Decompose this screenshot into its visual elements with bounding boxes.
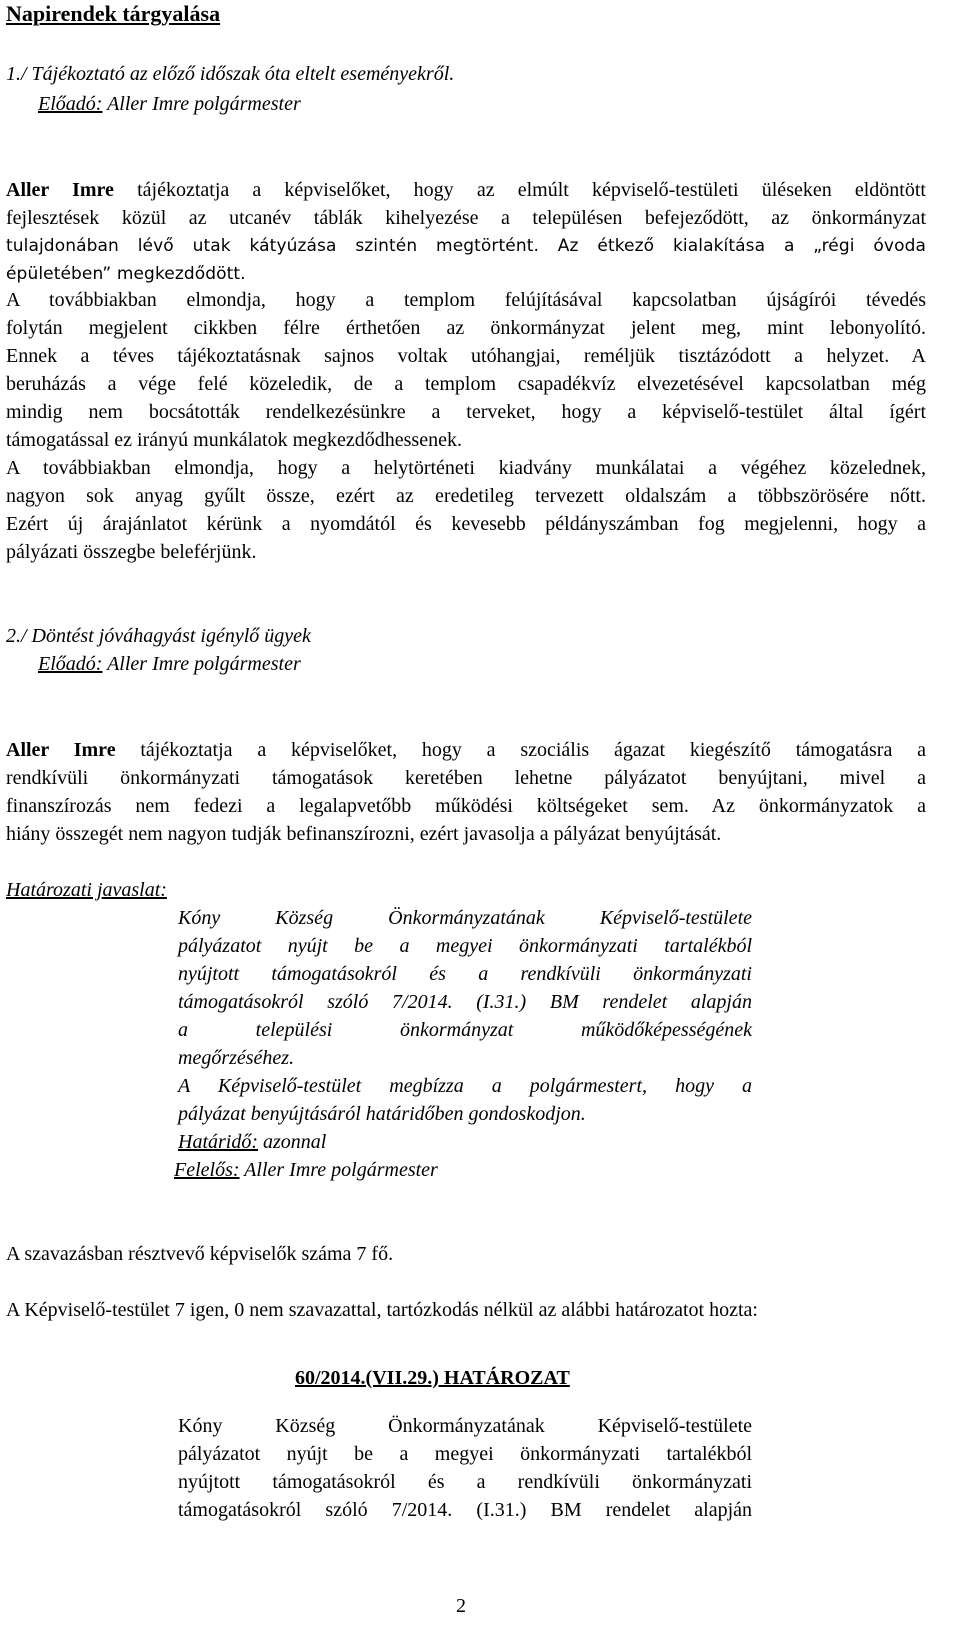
s2-p1-line-4: hiány összegét nem nagyon tudják befinanszírozni, ezért javasolja a pályázat benyújtását. <box>6 823 722 845</box>
proposal-deadline <box>178 1130 326 1154</box>
vote-result: A Képviselő-testület 7 igen, 0 nem szavazattal, tartózkodás nélkül az alábbi határozatot hozta: <box>6 1299 758 1321</box>
s2-p1-text-1: tájékoztatja a képviselőket, hogy a szociális ágazat kiegészítő támogatásra a <box>115 739 926 761</box>
s2-p1-line-1 <box>6 738 926 762</box>
deadline-label: Határidő: <box>178 1131 258 1153</box>
responsible-label: Felelős: <box>174 1159 240 1181</box>
section-1-presenter <box>38 92 301 116</box>
s1-p1-text-1: tájékoztatja a képviselőket, hogy az elmúlt képviselő-testületi üléseken eldöntött <box>113 179 926 201</box>
proposal-line-5: a települési önkormányzat működőképességének <box>178 1019 752 1041</box>
s1-p2-line-3 <box>6 344 926 368</box>
page-number: 2 <box>456 1595 466 1617</box>
proposal-line-7: A Képviselő-testület megbízza a polgármestert, hogy a <box>178 1075 752 1097</box>
presenter-label: Előadó: <box>38 653 103 675</box>
proposal-line-1: Kóny Község Önkormányzatának Képviselő-testülete <box>178 907 752 929</box>
s1-p1-line-2: fejlesztések közül az utcanév táblák kihelyezése a településen befejeződött, az önkormányzat <box>6 207 926 229</box>
s1-p1-line-3: tulajdonában lévő utak kátyúzása szintén megtörtént. Az étkező kialakítása a „régi óvoda <box>6 236 926 256</box>
section-2-presenter <box>38 652 301 676</box>
responsible-value: Aller Imre polgármester <box>239 1159 438 1181</box>
presenter-label: Előadó: <box>38 93 103 115</box>
proposal-responsible <box>174 1158 438 1182</box>
s1-p2-line-6: támogatással ez irányú munkálatok megkezdődhessenek. <box>6 429 462 451</box>
proposal-line-8: pályázat benyújtásáról határidőben gondoskodjon. <box>178 1103 586 1125</box>
proposal-line-6: megőrzéséhez. <box>178 1047 295 1069</box>
s1-p2-line-1: A továbbiakban elmondja, hogy a templom felújításával kapcsolatban újságírói tévedés <box>6 289 926 311</box>
s1-p3-line-2: nagyon sok anyag gyűlt össze, ezért az eredetileg tervezett oldalszám a többszörösére nőtt. <box>6 485 926 507</box>
page-heading: Napirendek tárgyalása <box>6 1 221 26</box>
s1-p2-line-4: beruházás a vége felé közeledik, de a templom csapadékvíz elvezetésével kapcsolatban még <box>6 373 926 395</box>
s2-p1-line-2: rendkívüli önkormányzati támogatások keretében lehetne pályázatot benyújtani, mivel a <box>6 767 926 789</box>
presenter-name: Aller Imre polgármester <box>102 653 301 675</box>
s1-p2-text-3b: A <box>889 345 926 367</box>
proposal-line-4: támogatásokról szóló 7/2014. (I.31.) BM rendelet alapján <box>178 991 752 1013</box>
section-2-title: 2./ Döntést jóváhagyást igénylő ügyek <box>6 625 311 647</box>
s1-p3-line-3: Ezért új árajánlatot kérünk a nyomdától és kevesebb példányszámban fog megjelenni, hogy a <box>6 513 926 535</box>
presenter-name: Aller Imre polgármester <box>102 93 301 115</box>
s1-p1-line-4: épületében” megkezdődött. <box>6 264 246 284</box>
proposal-line-3: nyújtott támogatásokról és a rendkívüli önkormányzati <box>178 963 752 985</box>
resolution-line-3: nyújtott támogatásokról és a rendkívüli önkormányzati <box>178 1471 752 1493</box>
s2-p1-line-3: finanszírozás nem fedezi a legalapvetőbb működési költségeket sem. Az önkormányzatok a <box>6 795 926 817</box>
deadline-value: azonnal <box>258 1131 327 1153</box>
s1-p2-line-5: mindig nem bocsátották rendelkezésünkre a terveket, hogy a képviselő-testület által ígért <box>6 401 926 423</box>
speaker-name: Aller Imre <box>6 179 114 201</box>
s1-p3-line-4: pályázati összegbe beleférjünk. <box>6 541 257 563</box>
s1-p2-text-3: Ennek a téves tájékoztatásnak sajnos voltak utóhangjai, reméljük tisztázódott a helyzet. <box>6 345 890 367</box>
s1-p1-line-1 <box>6 178 926 202</box>
proposal-label: Határozati javaslat: <box>6 879 167 901</box>
s1-p2-line-2: folytán megjelent cikkben félre érthetően az önkormányzat jelent meg, mint lebonyolító. <box>6 317 926 339</box>
resolution-line-1: Kóny Község Önkormányzatának Képviselő-testülete <box>178 1415 752 1437</box>
resolution-title: 60/2014.(VII.29.) HATÁROZAT <box>295 1367 570 1389</box>
s1-p3-line-1: A továbbiakban elmondja, hogy a helytörténeti kiadvány munkálatai a végéhez közelednek, <box>6 457 926 479</box>
resolution-line-2: pályázatot nyújt be a megyei önkormányzati tartalékból <box>178 1443 752 1465</box>
speaker-name: Aller Imre <box>6 739 116 761</box>
vote-count: A szavazásban résztvevő képviselők száma 7 fő. <box>6 1243 394 1265</box>
resolution-line-4: támogatásokról szóló 7/2014. (I.31.) BM rendelet alapján <box>178 1499 752 1521</box>
section-1-title: 1./ Tájékoztató az előző időszak óta eltelt eseményekről. <box>6 63 455 85</box>
proposal-line-2: pályázatot nyújt be a megyei önkormányzati tartalékból <box>178 935 752 957</box>
